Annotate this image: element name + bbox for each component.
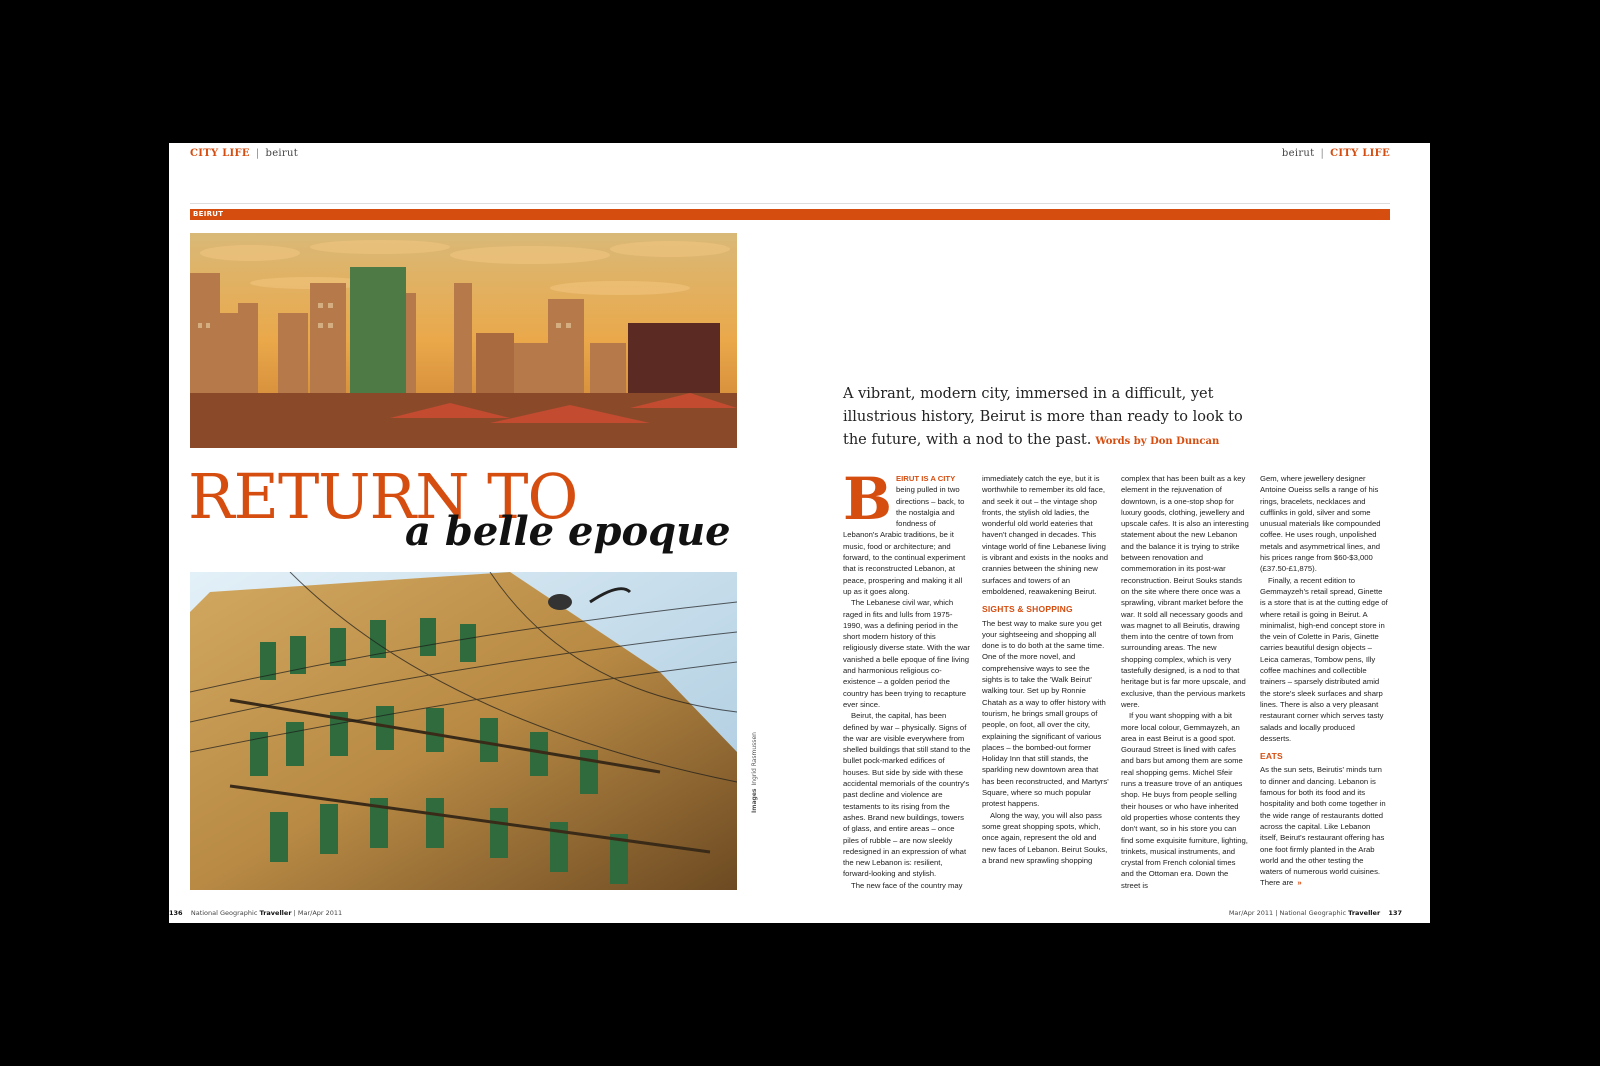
photo-credit-name: Ingrid Rasmussen [751,732,758,786]
magazine-prefix: National Geographic [1279,909,1347,917]
headline-line-1: RETURN TO [188,460,578,533]
article-column-4 [1260,473,1388,889]
paragraph: The new face of the country may [851,880,963,890]
footer-right: Mar/Apr 2011 | National Geographic Traveller 137 [1228,909,1402,917]
standfirst [843,383,1255,453]
paragraph: If you want shopping with a bit more local colour, Gemmayzeh, an area in east Beirut is a good spot. Gouraud Street is lined with cafes and bars but among them are some real shopping gems. Michel Sfeir runs a treasure trove of an antiques shop. He buys from people selling their houses or who have inherited old properties whose contents they don't want, so in his store you can find some exquisite furniture, lighting, trinkets, musical instruments, and crystal from French colonial times and the Ottoman era. Down the street is [1121,711,1248,890]
paragraph: Beirut, the capital, has been defined by war – physically. Signs of the war are visible everywhere from shelled buildings that still stand to the bullet pock-marked edifices of houses. But side by side with these accidental memorials of the country's past decline and violence are testaments to its rising from the ashes. Brand new buildings, towers of glass, and entire areas – once piles of rubble – are now sleekly redesigned in an expression of what the new Lebanon is: resilient, forward-looking and stylish. [843,711,971,879]
continue-arrow-icon: » [1297,878,1302,888]
page-number-left: 136 [169,909,183,917]
paragraph: Along the way, you will also pass some great shopping spots, which, once again, represent the old and new faces of Lebanon. Beirut Souks, a brand new sprawling shopping [982,810,1108,865]
skyline-illustration [190,233,737,448]
paragraph: The Lebanese civil war, which raged in fits and lulls from 1975-1990, was a defining period in the short modern history of this religiously diverse state. With the war vanished a belle epoque of fine living and harmonious religious co-existence – a golden period the country has been trying to recapture ever since. [843,598,970,709]
section-label: CITY LIFE [1330,148,1390,159]
article-column-1 [843,465,971,891]
paragraph: Finally, a recent edition to Gemmayzeh's retail spread, Ginette is a store that is at the cutting edge of where retail is going in Beirut. A minimalist, high-end concept store in the vein of Colette in Paris, Ginette carries beautiful design objects – Leica cameras, Tombow pens, Illy coffee machines and collectible trainers – sparsely distributed amid the store's sleek surfaces and sharp lines. There is also a very pleasant restaurant corner which serves tasty salads and locally produced desserts. [1260,575,1388,743]
paragraph: complex that has been built as a key element in the rejuvenation of downtown, is a one-stop shop for luxury goods, clothing, jewellery and upscale cafes. It is also an interesting statement about the new Lebanon and the balance it is trying to strike between renovation and commemoration in its post-war reconstruction. Beirut Souks stands on the site where there once was a sprawling, vibrant market before the war. It sold all necessary goods and was magnet to all Beirutis, drawing them into the centre of town from surrounding areas. The new shopping complex, which is very tastefully designed, is a nod to that heritage but is far more upscale, and exclusive, than the pervious markets were. [1121,474,1249,709]
magazine-name: Traveller [1348,909,1381,917]
headline-line-2: a belle epoque [405,508,731,555]
building-photo [190,572,737,890]
city-label: beirut [265,148,299,159]
issue-date: Mar/Apr 2011 [1228,909,1274,917]
paragraph-text: being pulled in two directions – back, to the nostalgia and fondness of Lebanon's Arabic traditions, be it music, food or architecture; and forward, to the continual experiment that is reconstructed Lebanon, at peace, prospering and making it all up as it goes along. [843,485,966,596]
subheading-eats: EATS [1260,751,1283,762]
page-number-right: 137 [1388,909,1402,917]
section-band [190,209,1390,220]
lead-in: EIRUT IS A CITY [896,474,956,483]
issue-date: Mar/Apr 2011 [297,909,343,917]
skyline-photo [190,233,737,448]
byline: Words by Don Duncan [1095,436,1220,447]
header-rule [190,203,1390,204]
paragraph: The best way to make sure you get your sightseeing and shopping all done is to do both at the same time. One of the more novel, and comprehensive ways to see the sights is to take the 'Walk Beirut' walking tour. Set up by Ronnie Chatah as a way to offer history with tourism, he brings small groups of people, on foot, all over the city, explaining the significant of various places – the bombed-out former Holiday Inn that still stands, the sparkling new downtown area that has been reconstructed, and Martyrs' Square, where so much popular protest happens. [982,618,1109,809]
city-label: beirut [1281,148,1315,159]
paragraph [843,465,971,597]
section-label: CITY LIFE [190,148,250,159]
running-header-left: CITY LIFE | beirut [190,148,299,159]
footer-left: 136 National Geographic Traveller | Mar/Apr 2011 [169,909,343,917]
standfirst-text: A vibrant, modern city, immersed in a difficult, yet illustrious history, Beirut is more than ready to look to the future, with a nod to the past. [843,386,1243,448]
building-illustration [190,572,737,890]
photo-credit [751,732,758,813]
drop-cap: B [843,465,893,533]
paragraph-text: As the sun sets, Beirutis' minds turn to dinner and dancing. Lebanon is famous for both its food and its hospitality and both come together in the wide range of restaurants dotted across the capital. Like Lebanon itself, Beirut's restaurant offering has one foot firmly planted in the Arab world and the other testing the waters of numerous world cuisines. There are [1260,765,1386,888]
subheading-sights: SIGHTS & SHOPPING [982,604,1073,615]
magazine-prefix: National Geographic [190,909,258,917]
magazine-spread [169,143,1430,923]
article-column-2 [982,473,1110,866]
magazine-name: Traveller [259,909,292,917]
paragraph: immediately catch the eye, but it is worthwhile to remember its old face, and seek it out – the vintage shop fronts, the stylish old ladies, the wonderful old world eateries that haven't changed in decades. This vintage world of fine Lebanese living is vibrant and exists in the nooks and crannies between the shining new surfaces and towers of an emboldened, reawakening Beirut. [982,474,1109,596]
band-label: BEIRUT [193,210,224,218]
running-header-right: beirut | CITY LIFE [1281,148,1390,159]
article-column-3 [1121,473,1249,891]
photo-credit-label: Images [751,788,758,813]
paragraph [1260,764,1388,888]
paragraph: Gem, where jewellery designer Antoine Oueiss sells a range of his rings, bracelets, necklaces and cufflinks in gold, silver and some unusual materials like compounded coffee. He uses rough, unpolished metals and asymmetrical lines, and his prices range from $60-$3,000 (£37.50-£1,875). [1260,474,1381,574]
